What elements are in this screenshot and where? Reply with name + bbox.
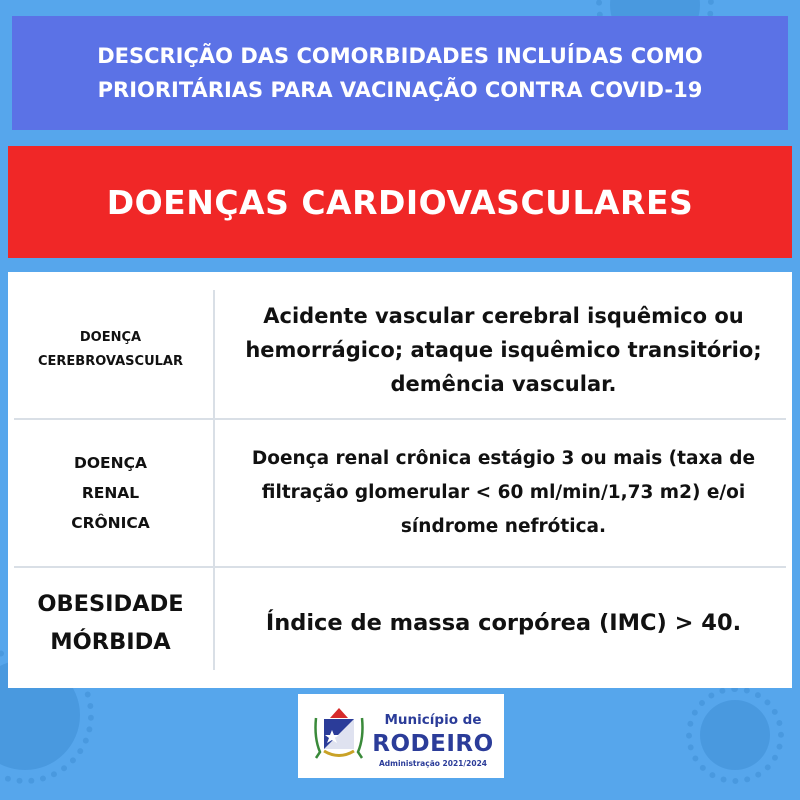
comorbidity-name [8, 568, 213, 678]
comorbidity-description [215, 282, 792, 418]
comorbidity-name [8, 282, 213, 418]
comorbidity-name-line: OBESIDADE [37, 591, 184, 617]
category-title: DOENÇAS CARDIOVASCULARES [106, 182, 694, 222]
comorbidity-description [215, 568, 792, 678]
comorbidity-name-line: CEREBROVASCULAR [38, 354, 183, 369]
virus-decoration-icon [700, 700, 770, 770]
comorbidity-table [8, 272, 792, 688]
category-banner [8, 146, 792, 258]
comorbidity-name-line: MÓRBIDA [50, 629, 171, 655]
logo-city-name: RODEIRO [372, 731, 494, 757]
comorbidity-name [8, 420, 213, 566]
comorbidity-description-text: Doença renal crônica estágio 3 ou mais (taxa de filtração glomerular < 60 ml/min/1,73 m2) e/oi síndrome nefrótica. [251, 448, 756, 537]
comorbidity-description-text: Acidente vascular cerebral isquêmico ou hemorrágico; ataque isquêmico transitório; demência vascular. [245, 304, 762, 396]
table-row [8, 420, 792, 566]
header-title: DESCRIÇÃO DAS COMORBIDADES INCLUÍDAS COMO PRIORITÁRIAS PARA VACINAÇÃO CONTRA COVID-19 [97, 44, 703, 102]
comorbidity-name-line: DOENÇA [79, 330, 142, 345]
municipality-logo [298, 694, 504, 778]
comorbidity-description [215, 420, 792, 566]
comorbidity-name-line: RENAL [81, 484, 140, 502]
table-row [8, 568, 792, 678]
logo-municipio-text: Município de [384, 712, 482, 728]
comorbidity-name-line: DOENÇA [74, 454, 147, 472]
comorbidity-description-text: Índice de massa corpórea (IMC) > 40. [265, 610, 742, 636]
header-box [12, 16, 788, 130]
comorbidity-name-line: CRÔNICA [71, 514, 150, 532]
table-row [8, 282, 792, 418]
logo-administration-text: Administração 2021/2024 [378, 759, 488, 768]
municipal-crest-icon [312, 704, 366, 766]
